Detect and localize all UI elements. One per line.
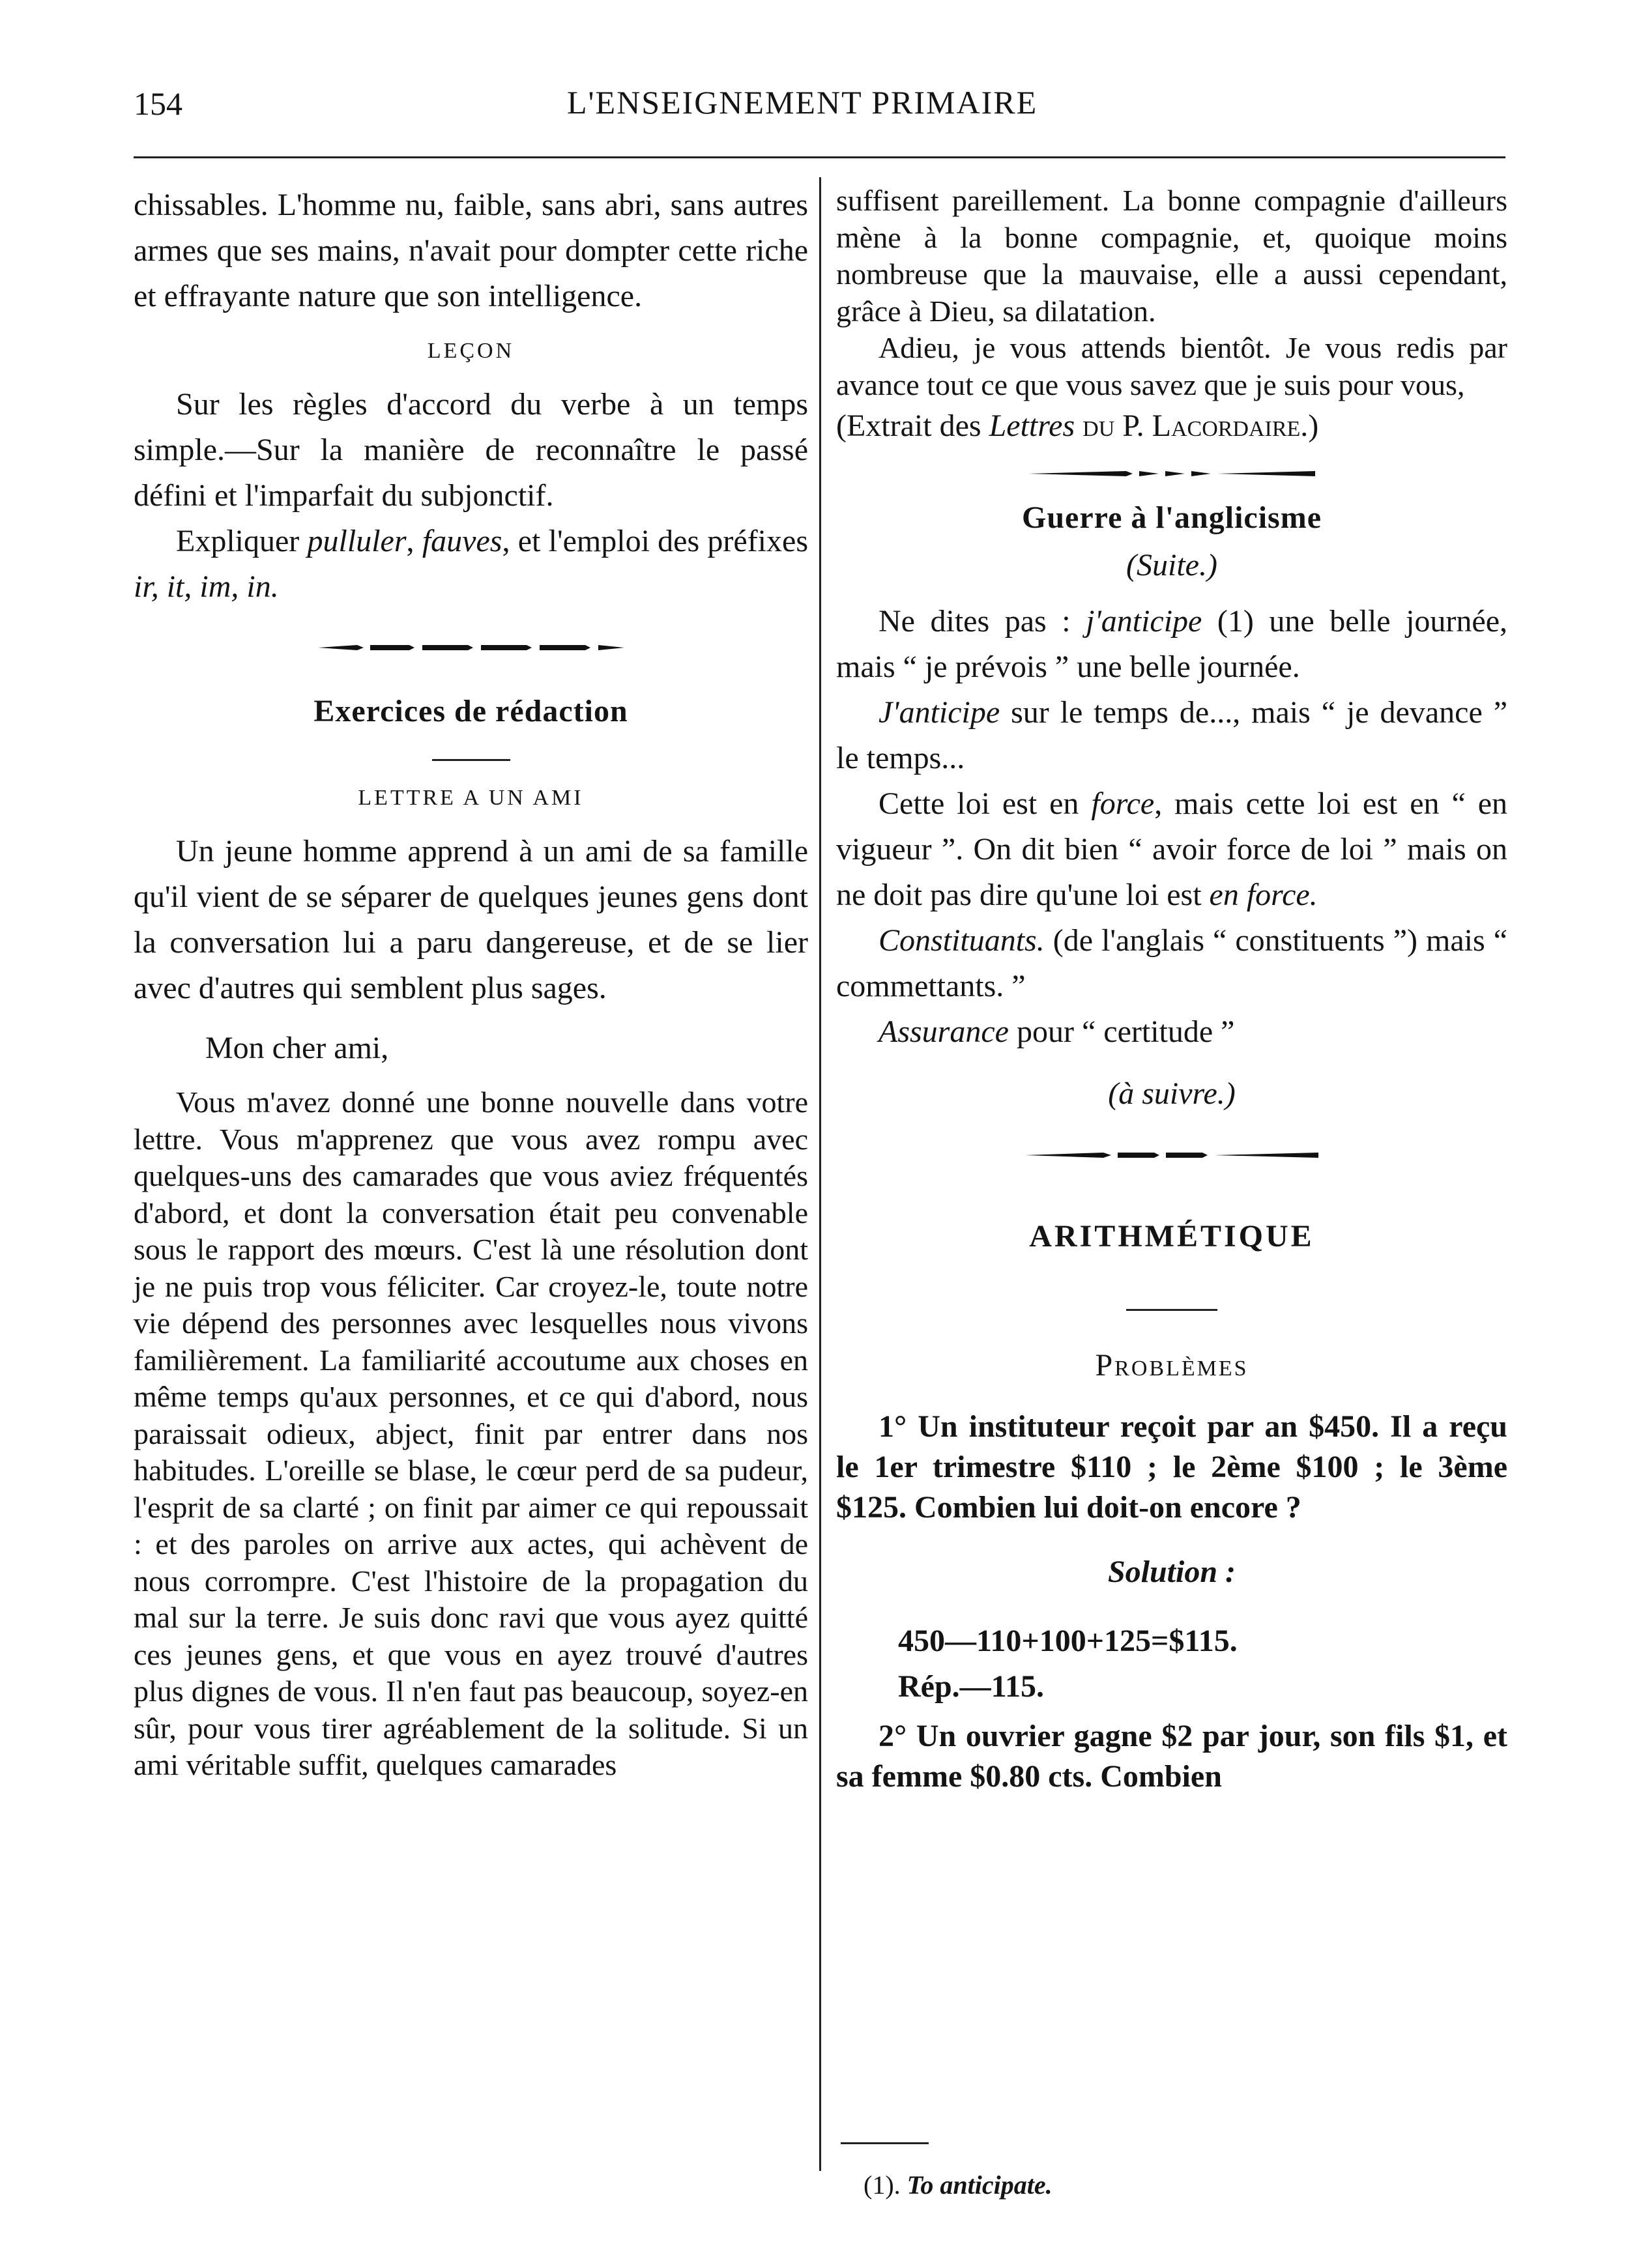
source-open: (Extrait des	[836, 409, 981, 443]
entry-3-end: en force.	[1209, 878, 1318, 912]
problems-heading: Problèmes	[1095, 1348, 1249, 1383]
short-rule	[1126, 1309, 1217, 1311]
entry-4-word: Constituants.	[879, 923, 1045, 958]
explain-middle: , et l'emploi des préfixes	[502, 524, 809, 558]
ornament-divider	[318, 642, 624, 653]
entry-4-text: (de l'anglais “ constituents ”) mais “ commettants. ”	[836, 923, 1507, 1003]
header-rule	[134, 156, 1505, 158]
short-rule	[432, 759, 510, 761]
entry-1-prefix: Ne dites pas :	[879, 604, 1071, 639]
left-column	[134, 182, 808, 1784]
source-author: du P. Lacordaire.)	[1082, 409, 1319, 443]
word-pulluler: pulluler	[307, 524, 407, 558]
page-number: 154	[134, 85, 182, 122]
ornament-divider	[1028, 468, 1315, 479]
lesson-explain-paragraph: Expliquer pulluler, fauves, et l'emploi des préfixes ir, it, im, in.	[134, 524, 809, 604]
prefix-list: ir, it, im, in.	[134, 569, 279, 604]
footnote-text: To anticipate.	[907, 2170, 1053, 2200]
salutation: Mon cher ami,	[205, 1031, 389, 1065]
entry-2-word: J'anticipe	[879, 695, 1000, 730]
entry-1-word: j'anticipe	[1086, 604, 1202, 639]
anglicism-entry-1	[836, 599, 1507, 690]
continuation-paragraph: chissables. L'homme nu, faible, sans abri, sans autres armes que ses mains, n'avait pour dompter cette riche et effrayante nature que son intelligence.	[134, 188, 808, 313]
ornament-divider	[1025, 1151, 1318, 1160]
word-fauves: fauves	[422, 524, 502, 558]
entry-3-text: , mais cette loi est en “ en vigueur ”. On dit bien “ avoir force de loi ” mais on ne doit pas dire qu'une loi est	[836, 786, 1508, 912]
running-title: L'ENSEIGNEMENT PRIMAIRE	[567, 84, 1038, 121]
footnote-rule	[841, 2142, 929, 2144]
entry-3-prefix: Cette loi est en	[879, 786, 1079, 821]
letter-heading: LETTRE A UN AMI	[358, 786, 584, 810]
to-be-continued: (à suivre.)	[1108, 1076, 1236, 1111]
right-column	[836, 182, 1507, 1797]
letter-continuation: suffisent pareillement. La bonne compagnie d'ailleurs mène à la bonne compagnie, et, quoique moins nombreuse que la mauvaise, elle a aussi cependant, grâce à Dieu, sa dilatation.	[836, 184, 1507, 328]
anglicism-suite: (Suite.)	[1126, 548, 1217, 582]
problem-2: 2° Un ouvrier gagne $2 par jour, son fils $1, et sa femme $0.80 cts. Combien	[836, 1719, 1507, 1794]
lesson-paragraph: Sur les règles d'accord du verbe à un temps simple.—Sur la manière de reconnaître le passé défini et l'imparfait du subjonctif.	[134, 387, 808, 513]
explain-prefix: Expliquer	[176, 524, 300, 558]
letter-intro: Un jeune homme apprend à un ami de sa famille qu'il vient de se séparer de quelques jeunes gens dont la conversation lui a paru dangereuse, et de se lier avec d'autres qui semblent plus sages.	[134, 834, 808, 1005]
source-work: Lettres	[989, 409, 1075, 443]
arithmetic-title: ARITHMÉTIQUE	[1029, 1219, 1314, 1254]
lesson-heading: LEÇON	[427, 339, 515, 363]
footnote-marker: (1).	[864, 2170, 901, 2200]
column-divider	[819, 177, 821, 2171]
anglicism-entry-3	[836, 781, 1507, 918]
anglicism-entry-5	[836, 1009, 1507, 1055]
letter-closing: Adieu, je vous attends bientôt. Je vous redis par avance tout ce que vous savez que je suis pour vous,	[836, 331, 1507, 401]
entry-3-word: force	[1091, 786, 1155, 821]
anglicism-entry-4	[836, 918, 1507, 1009]
anglicism-entry-2	[836, 690, 1507, 781]
entry-5-word: Assurance	[879, 1014, 1009, 1049]
anglicism-title: Guerre à l'anglicisme	[1021, 500, 1322, 535]
letter-body: Vous m'avez donné une bonne nouvelle dans votre lettre. Vous m'apprenez que vous avez rompu avec quelques-uns des camarades que vous aviez fréquentés d'abord, et dont la conversation était peu convenable sous le rapport des mœurs. C'est là une résolution dont je ne puis trop vous féliciter. Car croyez-le, toute notre vie dépend des personnes avec lesquelles nous vivons familièrement. La familiarité accoutume aux choses en même temps qu'aux personnes, et ce qui d'abord, nous paraissait odieux, abject, finit par entrer dans nos habitudes. L'oreille se blase, le cœur perd de sa pudeur, l'esprit de sa clarté ; on finit par aimer ce qui repoussait : et des paroles on arrive aux actes, qui achèvent de nous corrompre. C'est l'histoire de la propagation du mal sur la terre. Je suis donc ravi que vous ayez quitté ces jeunes gens, et que vous en ayez trouvé d'autres plus dignes de vous. Il n'en faut pas beaucoup, soyez-en sûr, pour vous tirer agréablement de la solitude. Si un ami véritable suffit, quelques camarades	[134, 1085, 808, 1781]
answer: Rép.—115.	[898, 1669, 1045, 1704]
solution-label: Solution :	[1107, 1555, 1236, 1589]
letter-source	[836, 403, 1507, 449]
exercise-title: Exercices de rédaction	[313, 694, 628, 728]
entry-5-text: pour “ certitude ”	[1016, 1014, 1235, 1049]
entry-2-text: sur le temps de..., mais “ je devance ” le temps...	[836, 695, 1508, 775]
problem-1: 1° Un instituteur reçoit par an $450. Il a reçu le 1er trimestre $110 ; le 2ème $100 ; le 3ème $125. Combien lui doit-on encore ?	[836, 1409, 1507, 1525]
entry-1-text: (1) une belle journée, mais “ je prévois ” une belle journée.	[836, 604, 1508, 684]
footnote	[864, 2170, 1053, 2200]
solution-equation: 450—110+100+125=$115.	[898, 1624, 1238, 1658]
